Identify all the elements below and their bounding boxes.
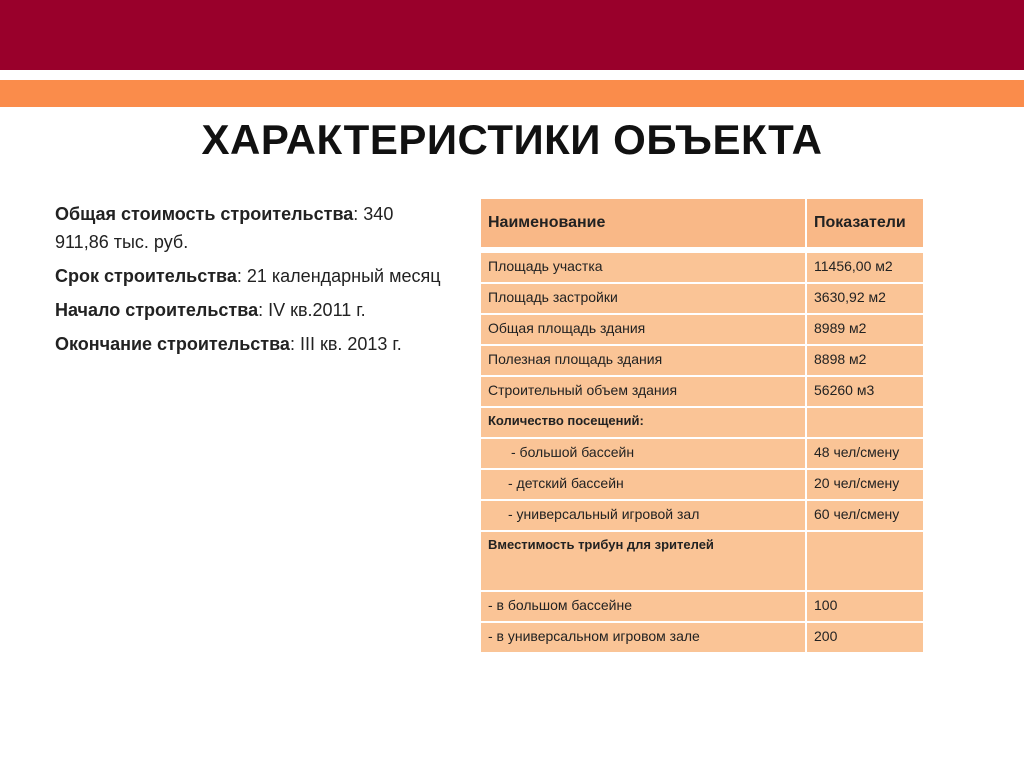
table-row: - в большом бассейне 100 [480, 591, 924, 622]
info-item-cost: Общая стоимость строительства: 340 911,86 тыс. руб. [55, 204, 394, 252]
table-row: Общая площадь здания 8989 м2 [480, 314, 924, 345]
table-row: Площадь участка 11456,00 м2 [480, 252, 924, 283]
table-row: Вместимость трибун для зрителей [480, 531, 924, 591]
info-item-duration: Срок строительства: 21 календарный месяц [55, 266, 441, 286]
table-row: Строительный объем здания 56260 м3 [480, 376, 924, 407]
top-banner [0, 0, 1024, 70]
table-row: - в универсальном игровом зале 200 [480, 622, 924, 653]
header-value: Показатели [806, 198, 924, 249]
table-row: Площадь застройки 3630,92 м2 [480, 283, 924, 314]
object-info [55, 200, 450, 364]
table-row: Полезная площадь здания 8898 м2 [480, 345, 924, 376]
info-item-end: Окончание строительства: III кв. 2013 г. [55, 334, 402, 354]
page-title: ХАРАКТЕРИСТИКИ ОБЪЕКТА [201, 116, 823, 163]
table-row: - универсальный игровой зал 60 чел/смену [480, 500, 924, 531]
table-row: - большой бассейн 48 чел/смену [480, 438, 924, 469]
spec-table [479, 197, 925, 654]
table-row: Количество посещений: [480, 407, 924, 438]
table-header-row [480, 198, 924, 249]
banner-gap [0, 70, 1024, 80]
header-name: Наименование [480, 198, 806, 249]
orange-banner [0, 80, 1024, 107]
table-row: - детский бассейн 20 чел/смену [480, 469, 924, 500]
info-item-start: Начало строительства: IV кв.2011 г. [55, 300, 366, 320]
